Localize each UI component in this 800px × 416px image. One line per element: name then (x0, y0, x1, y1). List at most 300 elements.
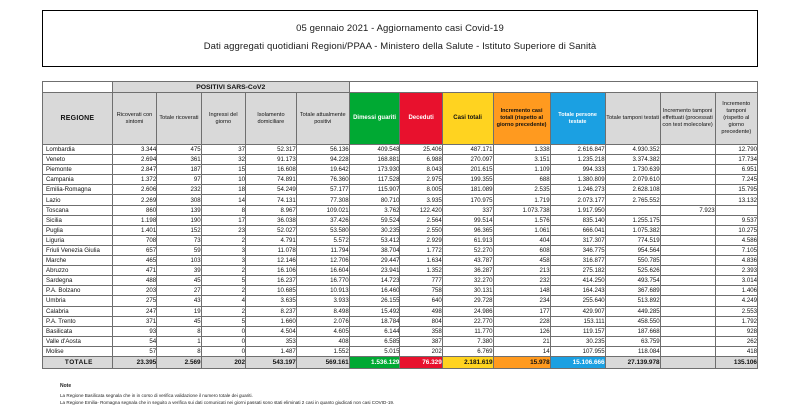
table-cell-value: 21 (493, 336, 550, 346)
table-cell-value: 1.235.218 (550, 155, 605, 165)
table-cell-value: 16.770 (296, 276, 349, 286)
table-cell-value: 109.021 (296, 205, 349, 215)
table-cell-region: Marche (43, 256, 113, 266)
table-cell-value: 13.132 (715, 195, 757, 205)
table-row (43, 286, 758, 296)
table-cell-value: 367.689 (605, 286, 660, 296)
report-title-line1: 05 gennaio 2021 - Aggiornamento casi Covid-19 (296, 23, 504, 34)
table-row (43, 155, 758, 165)
table-cell-value: 9.537 (715, 215, 757, 225)
table-cell-value (660, 225, 715, 235)
table-cell-value: 1.719 (493, 195, 550, 205)
table-cell-value (660, 336, 715, 346)
table-cell-region: Lazio (43, 195, 113, 205)
table-cell-value (660, 276, 715, 286)
table-cell-value: 414.250 (550, 276, 605, 286)
table-cell-value: 16.237 (246, 276, 297, 286)
table-cell-value: 487.171 (442, 145, 493, 155)
total-row-value: 2.569 (157, 356, 201, 368)
table-cell-value: 53.412 (349, 235, 400, 245)
table-cell-value: 164.243 (550, 286, 605, 296)
table-cell-value: 107.955 (550, 346, 605, 356)
table-cell-value (660, 235, 715, 245)
header-dimessi-guariti: Dimessi guariti (349, 93, 400, 145)
total-row-value: 1.536.129 (349, 356, 400, 368)
table-cell-value: 409.548 (349, 145, 400, 155)
table-cell-region: Lombardia (43, 145, 113, 155)
table-cell-value: 2 (201, 266, 245, 276)
table-cell-value: 666.041 (550, 225, 605, 235)
table-cell-value: 408 (296, 336, 349, 346)
table-cell-value: 30.235 (349, 225, 400, 235)
table-cell-value (605, 205, 660, 215)
table-cell-value: 1.352 (400, 266, 442, 276)
table-cell-value: 688 (493, 175, 550, 185)
table-cell-region: Valle d'Aosta (43, 336, 113, 346)
page-root (0, 10, 800, 416)
table-cell-value: 475 (157, 145, 201, 155)
table-cell-value: 3.635 (246, 296, 297, 306)
table-cell-value: 6.988 (400, 155, 442, 165)
table-cell-value: 2.564 (400, 215, 442, 225)
total-row-value: 23.395 (112, 356, 156, 368)
table-cell-value: 18 (201, 185, 245, 195)
table-cell-value: 6.951 (715, 165, 757, 175)
table-cell-value: 4.605 (296, 326, 349, 336)
table-row (43, 175, 758, 185)
table-cell-value: 61.913 (442, 235, 493, 245)
table-cell-value: 12.146 (246, 256, 297, 266)
table-cell-value: 458 (493, 256, 550, 266)
table-cell-region: Puglia (43, 225, 113, 235)
table-cell-value: 1.401 (112, 225, 156, 235)
table-row (43, 235, 758, 245)
table-cell-value: 493.754 (605, 276, 660, 286)
table-cell-value: 3.374.382 (605, 155, 660, 165)
table-cell-value: 7.380 (442, 336, 493, 346)
table-cell-value: 187 (157, 165, 201, 175)
table-cell-value: 103 (157, 256, 201, 266)
table-cell-value: 43.787 (442, 256, 493, 266)
total-row-value: 543.197 (246, 356, 297, 368)
table-cell-value: 404 (493, 235, 550, 245)
header-regione: REGIONE (43, 93, 113, 145)
table-cell-value: 1.338 (493, 145, 550, 155)
table-cell-value: 1.634 (400, 256, 442, 266)
table-cell-value (660, 215, 715, 225)
table-cell-value: 3.344 (112, 145, 156, 155)
table-cell-value: 0 (201, 346, 245, 356)
table-cell-value: 657 (112, 245, 156, 255)
table-cell-value (660, 256, 715, 266)
table-row (43, 165, 758, 175)
total-row-value (660, 356, 715, 368)
table-cell-value: 17 (201, 215, 245, 225)
table-cell-value: 54 (112, 336, 156, 346)
table-cell-value: 119.157 (550, 326, 605, 336)
table-cell-value: 994.333 (550, 165, 605, 175)
table-cell-value: 115.907 (349, 185, 400, 195)
table-cell-region: Molise (43, 346, 113, 356)
table-cell-value: 317.307 (550, 235, 605, 245)
total-row-value: 135.106 (715, 356, 757, 368)
table-cell-value: 63.759 (605, 336, 660, 346)
table-cell-value: 213 (493, 266, 550, 276)
table-cell-value: 203 (112, 286, 156, 296)
table-cell-value (660, 185, 715, 195)
table-cell-value: 1.075.382 (605, 225, 660, 235)
table-cell-value: 12.790 (715, 145, 757, 155)
table-cell-value: 202 (400, 346, 442, 356)
table-cell-value: 4.249 (715, 296, 757, 306)
table-cell-value: 2.076 (296, 316, 349, 326)
header-incremento-tamponi: Incremento tamponi (rispetto al giorno precedente) (715, 93, 757, 145)
table-cell-value: 2.929 (400, 235, 442, 245)
table-cell-value: 6.585 (349, 336, 400, 346)
table-cell-value: 353 (246, 336, 297, 346)
table-cell-value: 774.519 (605, 235, 660, 245)
table-cell-value: 2.975 (400, 175, 442, 185)
table-cell-value: 2.073.177 (550, 195, 605, 205)
table-cell-value: 190 (157, 215, 201, 225)
header-incremento-casi-totali: Incremento casi totali (rispetto al giorno precedente) (493, 93, 550, 145)
table-cell-value: 8.498 (296, 306, 349, 316)
table-cell-value: 15.795 (715, 185, 757, 195)
table-cell-value: 94.228 (296, 155, 349, 165)
table-cell-value: 11.794 (296, 245, 349, 255)
table-cell-value: 0 (201, 336, 245, 346)
table-cell-value: 275.182 (550, 266, 605, 276)
table-cell-value: 1.660 (246, 316, 297, 326)
table-cell-value: 8.043 (400, 165, 442, 175)
table-cell-value (660, 286, 715, 296)
table-cell-value: 181.089 (442, 185, 493, 195)
table-row (43, 245, 758, 255)
table-row (43, 316, 758, 326)
table-cell-value: 14 (493, 346, 550, 356)
table-cell-value: 10.685 (246, 286, 297, 296)
table-cell-value: 804 (400, 316, 442, 326)
table-cell-value: 835.140 (550, 215, 605, 225)
table-cell-value: 270.097 (442, 155, 493, 165)
table-cell-value: 26.155 (349, 296, 400, 306)
table-cell-value: 93 (112, 326, 156, 336)
table-cell-region: Toscana (43, 205, 113, 215)
table-cell-value: 126 (493, 326, 550, 336)
table-cell-value (660, 296, 715, 306)
footnote-line-1: La Regione Basilicata segnala che in in corso di verifica validazione il numero totale dei guariti. (60, 392, 253, 398)
table-cell-value: 954.564 (605, 245, 660, 255)
table-cell-value: 56.136 (296, 145, 349, 155)
table-cell-value: 4.930.352 (605, 145, 660, 155)
table-cell-value: 7.105 (715, 245, 757, 255)
total-row-label: TOTALE (43, 356, 113, 368)
table-cell-value: 525.626 (605, 266, 660, 276)
table-cell-value: 465 (112, 256, 156, 266)
header-positivi-group: POSITIVI SARS-CoV2 (112, 82, 349, 93)
table-cell-value: 152 (157, 225, 201, 235)
table-cell-value: 53.580 (296, 225, 349, 235)
table-cell-value: 2.616.847 (550, 145, 605, 155)
table-cell-value: 38.704 (349, 245, 400, 255)
table-cell-value: 37.426 (296, 215, 349, 225)
table-cell-value: 1.792 (715, 316, 757, 326)
table-row (43, 185, 758, 195)
table-cell-value: 24.986 (442, 306, 493, 316)
table-row (43, 326, 758, 336)
table-cell-value: 39 (157, 266, 201, 276)
table-cell-value: 36.287 (442, 266, 493, 276)
table-cell-value: 45 (157, 316, 201, 326)
table-header-row (43, 93, 758, 145)
header-ingressi-giorno: Ingressi del giorno (201, 93, 245, 145)
table-cell-value: 8.005 (400, 185, 442, 195)
table-cell-value: 3.935 (400, 195, 442, 205)
table-cell-value: 45 (157, 276, 201, 286)
header-totale-tamponi-testati: Totale tamponi testati (605, 93, 660, 145)
table-cell-value: 29.447 (349, 256, 400, 266)
table-cell-value: 7.923 (660, 205, 715, 215)
table-cell-value: 32.270 (442, 276, 493, 286)
table-cell-value: 122.420 (400, 205, 442, 215)
table-cell-value: 199.355 (442, 175, 493, 185)
table-row (43, 276, 758, 286)
table-cell-value: 16.106 (246, 266, 297, 276)
header-deceduti: Deceduti (400, 93, 442, 145)
table-cell-value: 77.308 (296, 195, 349, 205)
table-row (43, 346, 758, 356)
header-totale-ricoverati: Totale ricoverati (157, 93, 201, 145)
total-row-value: 15.106.666 (550, 356, 605, 368)
table-cell-value: 458.550 (605, 316, 660, 326)
table-cell-value: 777 (400, 276, 442, 286)
table-cell-value: 488 (112, 276, 156, 286)
total-row-value: 569.161 (296, 356, 349, 368)
table-cell-value: 2 (201, 235, 245, 245)
table-cell-value: 14 (201, 195, 245, 205)
table-cell-value: 187.668 (605, 326, 660, 336)
covid-data-table (42, 81, 758, 369)
table-cell-value: 371 (112, 316, 156, 326)
table-cell-value: 16.608 (246, 165, 297, 175)
table-cell-value (660, 155, 715, 165)
table-cell-value: 11.770 (442, 326, 493, 336)
table-cell-value: 117.528 (349, 175, 400, 185)
table-cell-value: 8.967 (246, 205, 297, 215)
table-cell-value: 4 (201, 296, 245, 306)
table-cell-value: 11.078 (246, 245, 297, 255)
table-cell-value: 4.586 (715, 235, 757, 245)
table-cell-value: 30.131 (442, 286, 493, 296)
table-cell-value: 1.917.950 (550, 205, 605, 215)
table-cell-value: 2.550 (400, 225, 442, 235)
table-cell-value: 228 (493, 316, 550, 326)
table-row (43, 205, 758, 215)
header-isolamento-domiciliare: Isolamento domiciliare (246, 93, 297, 145)
table-cell-value: 2.079.610 (605, 175, 660, 185)
table-cell-value: 337 (442, 205, 493, 215)
table-cell-value: 23 (201, 225, 245, 235)
total-row-value: 2.181.619 (442, 356, 493, 368)
table-cell-value: 168.881 (349, 155, 400, 165)
table-cell-value: 1.198 (112, 215, 156, 225)
report-header (42, 10, 758, 67)
table-cell-value: 358 (400, 326, 442, 336)
table-cell-value: 4.836 (715, 256, 757, 266)
table-cell-value: 54.249 (246, 185, 297, 195)
table-cell-value: 52.270 (442, 245, 493, 255)
table-cell-value: 860 (112, 205, 156, 215)
table-cell-value: 608 (493, 245, 550, 255)
table-cell-value (660, 326, 715, 336)
table-cell-value (715, 205, 757, 215)
table-cell-value (660, 195, 715, 205)
table-cell-value: 471 (112, 266, 156, 276)
table-cell-value: 139 (157, 205, 201, 215)
total-row-value: 76.329 (400, 356, 442, 368)
table-cell-region: Campania (43, 175, 113, 185)
table-cell-value: 52.317 (246, 145, 297, 155)
table-cell-value: 16.460 (349, 286, 400, 296)
table-total-row (43, 356, 758, 368)
table-cell-value: 10.275 (715, 225, 757, 235)
table-cell-value: 80.710 (349, 195, 400, 205)
table-cell-value: 6.769 (442, 346, 493, 356)
table-cell-value: 7.245 (715, 175, 757, 185)
table-cell-value: 2.553 (715, 306, 757, 316)
table-cell-value: 928 (715, 326, 757, 336)
table-cell-value: 3.014 (715, 276, 757, 286)
table-header-group-row (43, 82, 758, 93)
table-cell-value: 15 (201, 165, 245, 175)
table-cell-value: 1.246.273 (550, 185, 605, 195)
table-cell-value: 153.111 (550, 316, 605, 326)
table-cell-value: 1.255.175 (605, 215, 660, 225)
table-row (43, 296, 758, 306)
table-cell-value: 99.514 (442, 215, 493, 225)
table-cell-value: 73 (157, 235, 201, 245)
table-row (43, 225, 758, 235)
table-cell-value: 3 (201, 245, 245, 255)
header-totale-persone-testate: Totale persone testate (550, 93, 605, 145)
table-cell-value: 29.728 (442, 296, 493, 306)
table-cell-value: 170.975 (442, 195, 493, 205)
footnote-title: Note (60, 382, 72, 389)
table-cell-value: 32 (201, 155, 245, 165)
table-cell-value: 1.730.639 (605, 165, 660, 175)
table-cell-region: Calabria (43, 306, 113, 316)
table-cell-value: 247 (112, 306, 156, 316)
table-cell-value: 262 (715, 336, 757, 346)
footnotes (60, 383, 758, 406)
table-cell-value: 57 (112, 346, 156, 356)
total-row-value: 202 (201, 356, 245, 368)
table-cell-value: 10.913 (296, 286, 349, 296)
table-cell-value: 97 (157, 175, 201, 185)
table-cell-value: 148 (493, 286, 550, 296)
table-cell-value: 234 (493, 296, 550, 306)
table-row (43, 336, 758, 346)
table-cell-value: 1.576 (493, 215, 550, 225)
table-cell-value: 3 (201, 256, 245, 266)
header-ricoverati-sintomi: Ricoverati con sintomi (112, 93, 156, 145)
table-cell-value: 1.109 (493, 165, 550, 175)
table-cell-value: 12.706 (296, 256, 349, 266)
table-cell-region: Umbria (43, 296, 113, 306)
table-cell-region: Friuli Venezia Giulia (43, 245, 113, 255)
table-cell-value: 2 (201, 286, 245, 296)
table-cell-value (660, 306, 715, 316)
table-cell-value: 1.061 (493, 225, 550, 235)
table-cell-value (660, 165, 715, 175)
table-cell-value: 4.791 (246, 235, 297, 245)
table-cell-value: 5.015 (349, 346, 400, 356)
table-cell-value: 30.235 (550, 336, 605, 346)
table-cell-value: 1.552 (296, 346, 349, 356)
table-row (43, 256, 758, 266)
table-cell-value: 1.372 (112, 175, 156, 185)
header-blank-cell (43, 82, 113, 93)
table-cell-value: 173.930 (349, 165, 400, 175)
table-cell-value: 5 (201, 316, 245, 326)
table-cell-value: 15.492 (349, 306, 400, 316)
table-cell-region: Emilia-Romagna (43, 185, 113, 195)
table-cell-value: 14.723 (349, 276, 400, 286)
table-cell-value: 19.642 (296, 165, 349, 175)
table-cell-region: P.A. Bolzano (43, 286, 113, 296)
table-row (43, 266, 758, 276)
table-cell-value: 4.504 (246, 326, 297, 336)
table-cell-value: 37 (201, 145, 245, 155)
table-cell-value: 5 (201, 276, 245, 286)
table-cell-value: 2.694 (112, 155, 156, 165)
table-row (43, 145, 758, 155)
table-cell-value: 2.847 (112, 165, 156, 175)
table-cell-value: 232 (157, 185, 201, 195)
table-cell-value: 23.941 (349, 266, 400, 276)
table-cell-value: 118.084 (605, 346, 660, 356)
total-row-value: 15.978 (493, 356, 550, 368)
covid-table-wrapper (42, 81, 758, 369)
table-cell-value (660, 175, 715, 185)
table-cell-value: 57.177 (296, 185, 349, 195)
table-cell-region: Veneto (43, 155, 113, 165)
table-cell-value: 22.770 (442, 316, 493, 326)
table-cell-value: 308 (157, 195, 201, 205)
table-cell-value: 3.151 (493, 155, 550, 165)
table-body (43, 145, 758, 369)
table-cell-value: 74.131 (246, 195, 297, 205)
table-cell-region: P.A. Trento (43, 316, 113, 326)
table-cell-value: 513.892 (605, 296, 660, 306)
table-cell-value: 346.775 (550, 245, 605, 255)
table-cell-value: 201.615 (442, 165, 493, 175)
table-row (43, 306, 758, 316)
table-cell-value: 2.269 (112, 195, 156, 205)
table-cell-value: 18.784 (349, 316, 400, 326)
table-cell-value: 5.572 (296, 235, 349, 245)
table-cell-value: 52.027 (246, 225, 297, 235)
table-cell-value (660, 266, 715, 276)
table-cell-value: 758 (400, 286, 442, 296)
footnote-line-2: La Regione Emilia- Romagna segnala che in seguito a verifica sui dati comunicati nei giorni passati sono stati eliminati 2 casi in quanto giudicati non casi COVID-19. (60, 399, 395, 405)
table-cell-value: 418 (715, 346, 757, 356)
table-cell-region: Sicilia (43, 215, 113, 225)
table-cell-value: 3.762 (349, 205, 400, 215)
table-cell-value: 2.765.552 (605, 195, 660, 205)
table-cell-value: 10 (201, 175, 245, 185)
header-incremento-tamponi-molecolare: Incremento tamponi effettuati (processati con test molecolare) (660, 93, 715, 145)
